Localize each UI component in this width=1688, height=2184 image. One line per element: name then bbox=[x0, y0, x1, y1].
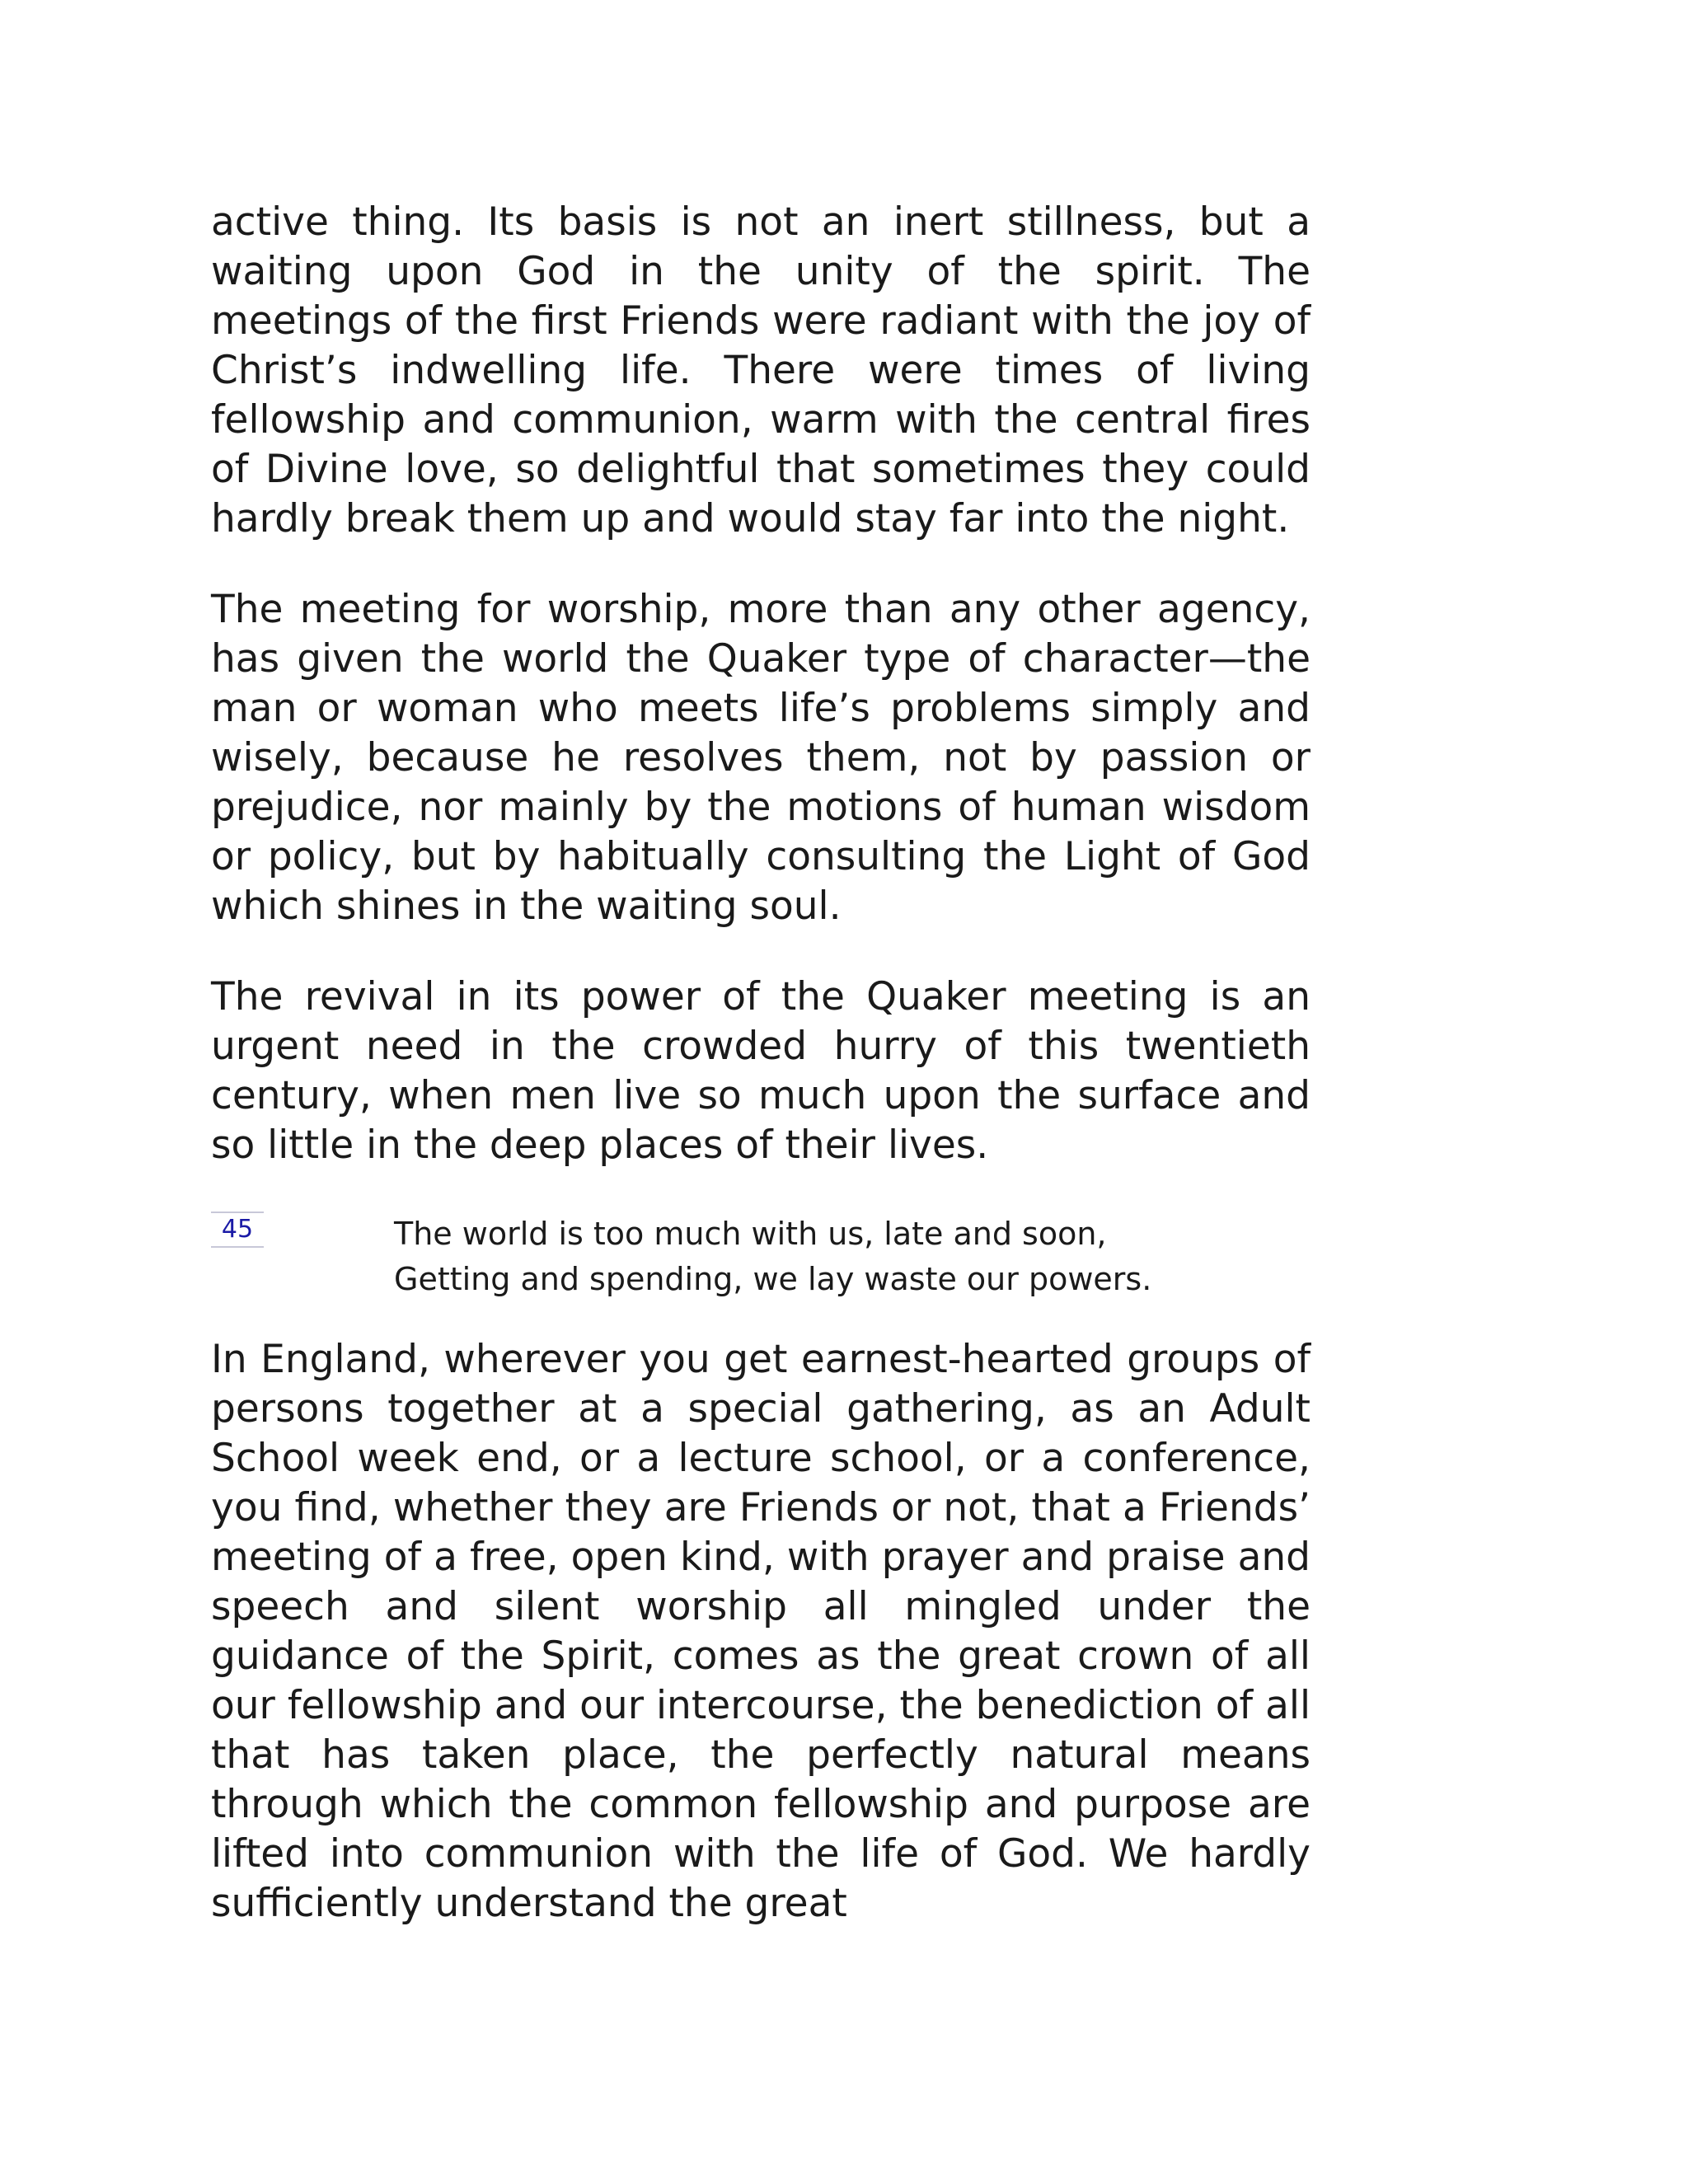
page-content bbox=[211, 198, 1311, 1929]
paragraph-1: active thing. Its basis is not an inert stillness, but a waiting upon God in the unity of the spirit. The meetings of the first Friends were radiant with the joy of Christ’s indwelling life. There were times of living fellowship and communion, warm with the central fires of Divine love, so delightful that sometimes they could hardly break them up and would stay far into the night. bbox=[211, 199, 1311, 541]
page-number-link[interactable]: 45 bbox=[211, 1212, 264, 1248]
paragraph-3: The revival in its power of the Quaker meeting is an urgent need in the crowded hurry of this twentieth century, when men live so much upon the surface and so little in the deep places of their lives. bbox=[211, 974, 1311, 1168]
verse-quote bbox=[211, 1212, 1311, 1302]
verse-line-2: Getting and spending, we lay waste our powers. bbox=[394, 1261, 1152, 1297]
paragraph-4: In England, wherever you get earnest-hearted groups of persons together at a special gathering, as an Adult School week end, or a lecture school, or a conference, you find, whether they are Friends or not, that a Friends’ meeting of a free, open kind, with prayer and praise and speech and silent worship all mingled under the guidance of the Spirit, comes as the great crown of all our fellowship and our intercourse, the benediction of all that has taken place, the perfectly natural means through which the common fellowship and purpose are lifted into communion with the life of God. We hardly sufficiently understand the great bbox=[211, 1337, 1311, 1926]
verse-line-1: The world is too much with us, late and soon, bbox=[394, 1216, 1107, 1252]
paragraph-2: The meeting for worship, more than any other agency, has given the world the Quaker type of character—the man or woman who meets life’s problems simply and wisely, because he resolves them, not by passion or prejudice, nor mainly by the motions of human wisdom or policy, but by habitually consulting the Light of God which shines in the waiting soul. bbox=[211, 587, 1311, 929]
